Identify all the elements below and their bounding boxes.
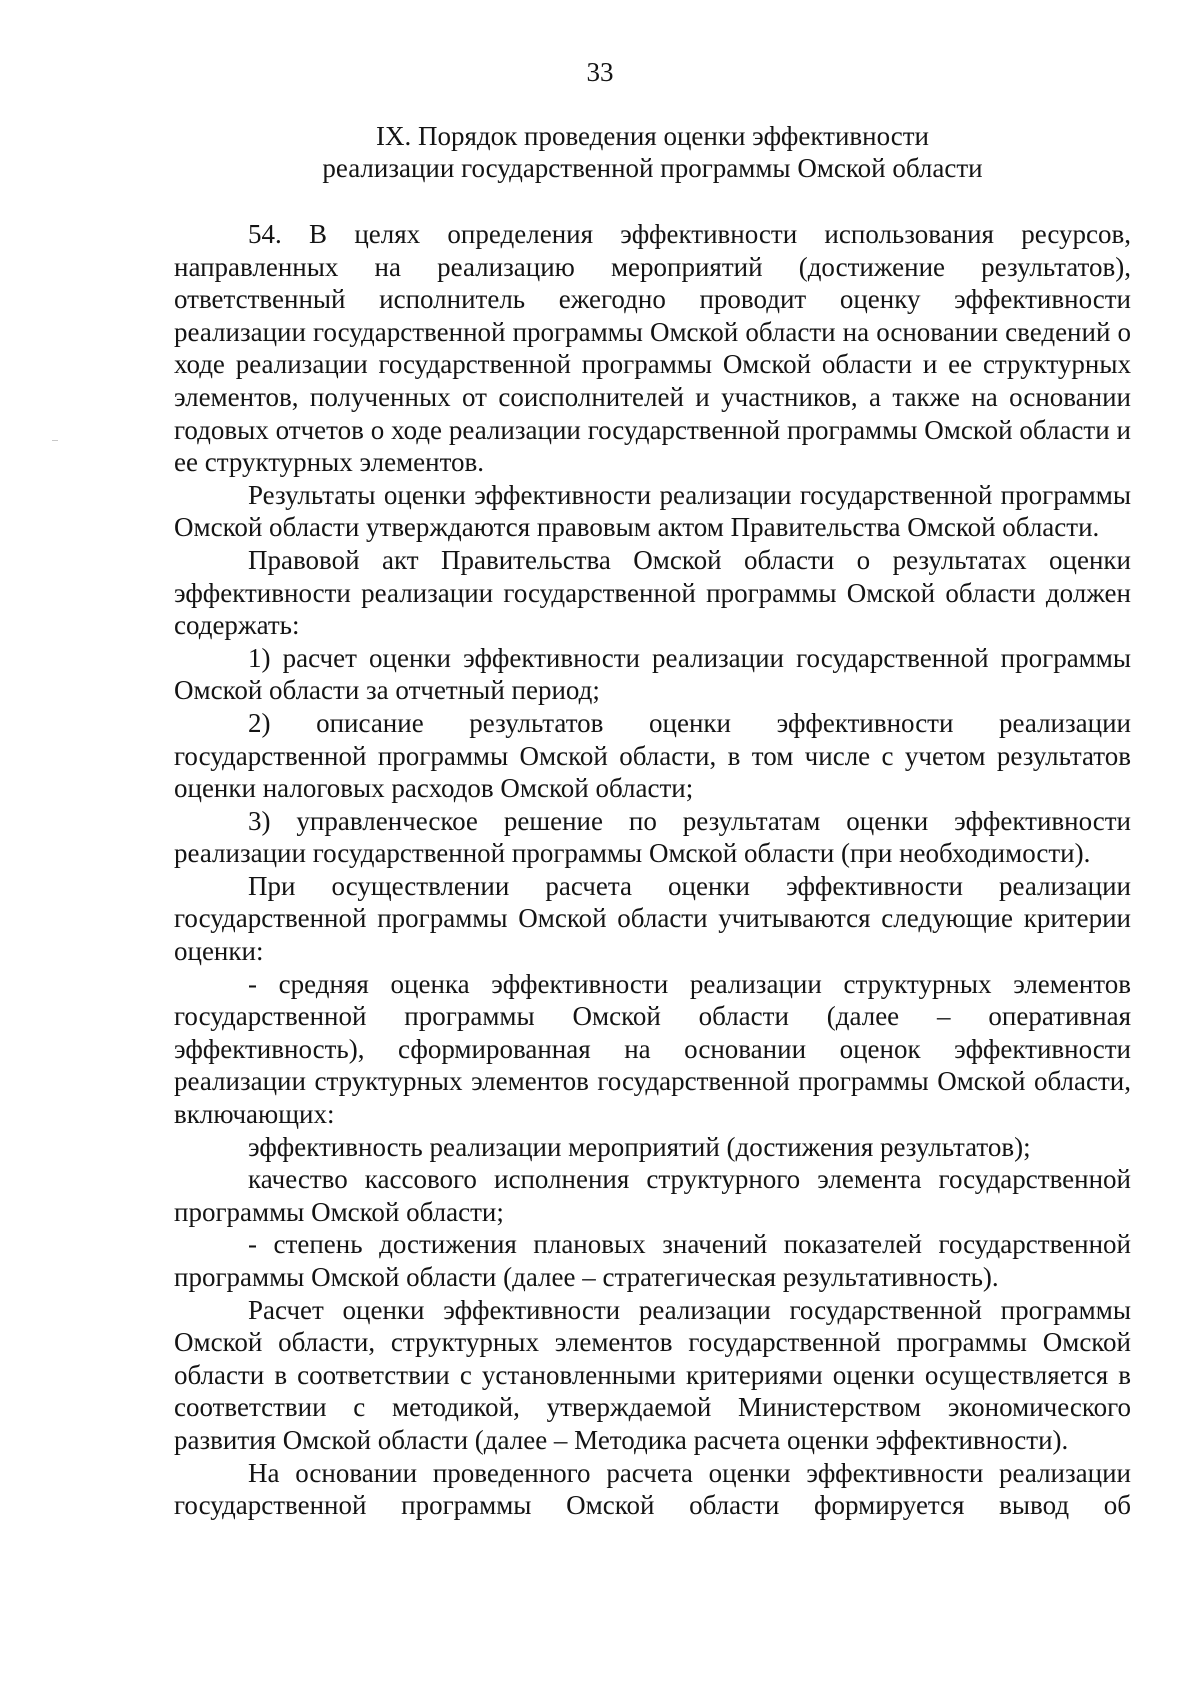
list-item-3: 3) управленческое решение по результатам оценки эффективности реализации государственной программы Омской области (при необходимости). (174, 805, 1131, 869)
section-heading-line-1: IX. Порядок проведения оценки эффективности (375, 121, 930, 151)
section-heading (174, 120, 1131, 184)
criterion-sub-cash: качество кассового исполнения структурного элемента государственной программы Омской области; (174, 1164, 1131, 1227)
criterion-strategic: - степень достижения плановых значений показателей государственной программы Омской области (далее – стратегическая результативность). (174, 1229, 1131, 1292)
criterion-operational: - средняя оценка эффективности реализации структурных элементов государственной программы Омской области (далее – оперативная эффективность), сформированная на основании оценок эффективности реализации структурных элементов государственной программы Омской области, включающих: (174, 968, 1131, 1130)
paragraph-criteria: При осуществлении расчета оценки эффективности реализации государственной программы Омской области учитываются следующие критерии оценки: (174, 870, 1131, 967)
criterion-sub-measures: эффективность реализации мероприятий (достижения результатов); (248, 1131, 1031, 1162)
section-heading-line-2: реализации государственной программы Омской области (322, 153, 983, 183)
margin-mark (52, 440, 58, 441)
list-item-2: 2) описание результатов оценки эффективности реализации государственной программы Омской области, в том числе с учетом результатов оценки налоговых расходов Омской области; (174, 707, 1131, 804)
body-text (174, 218, 1131, 1522)
paragraph-methodology: Расчет оценки эффективности реализации государственной программы Омской области, структурных элементов государственной программы Омской области в соответствии с установленными критериями оценки осуществляется в соответствии с методикой, утверждаемой Министерством экономического развития Омской области (далее – Методика расчета оценки эффективности). (174, 1294, 1131, 1455)
page-number: 33 (586, 57, 614, 87)
list-item-1: 1) расчет оценки эффективности реализации государственной программы Омской области за отчетный период; (174, 642, 1131, 706)
paragraph-results: Результаты оценки эффективности реализации государственной программы Омской области утверждаются правовым актом Правительства Омской области. (174, 479, 1131, 543)
paragraph-legal-act: Правовой акт Правительства Омской области о результатах оценки эффективности реализации государственной программы Омской области должен содержать: (174, 544, 1131, 641)
paragraph-conclusion: На основании проведенного расчета оценки эффективности реализации государственной программы Омской области формируется вывод об (174, 1457, 1131, 1521)
paragraph-54: 54. В целях определения эффективности использования ресурсов, направленных на реализацию мероприятий (достижение результатов), ответственный исполнитель ежегодно проводит оценку эффективности реализации государственной программы Омской области на основании сведений о ходе реализации государственной программы Омской области и ее структурных элементов, полученных от соисполнителей и участников, а также на основании годовых отчетов о ходе реализации государственной программы Омской области и ее структурных элементов. (174, 219, 1131, 478)
